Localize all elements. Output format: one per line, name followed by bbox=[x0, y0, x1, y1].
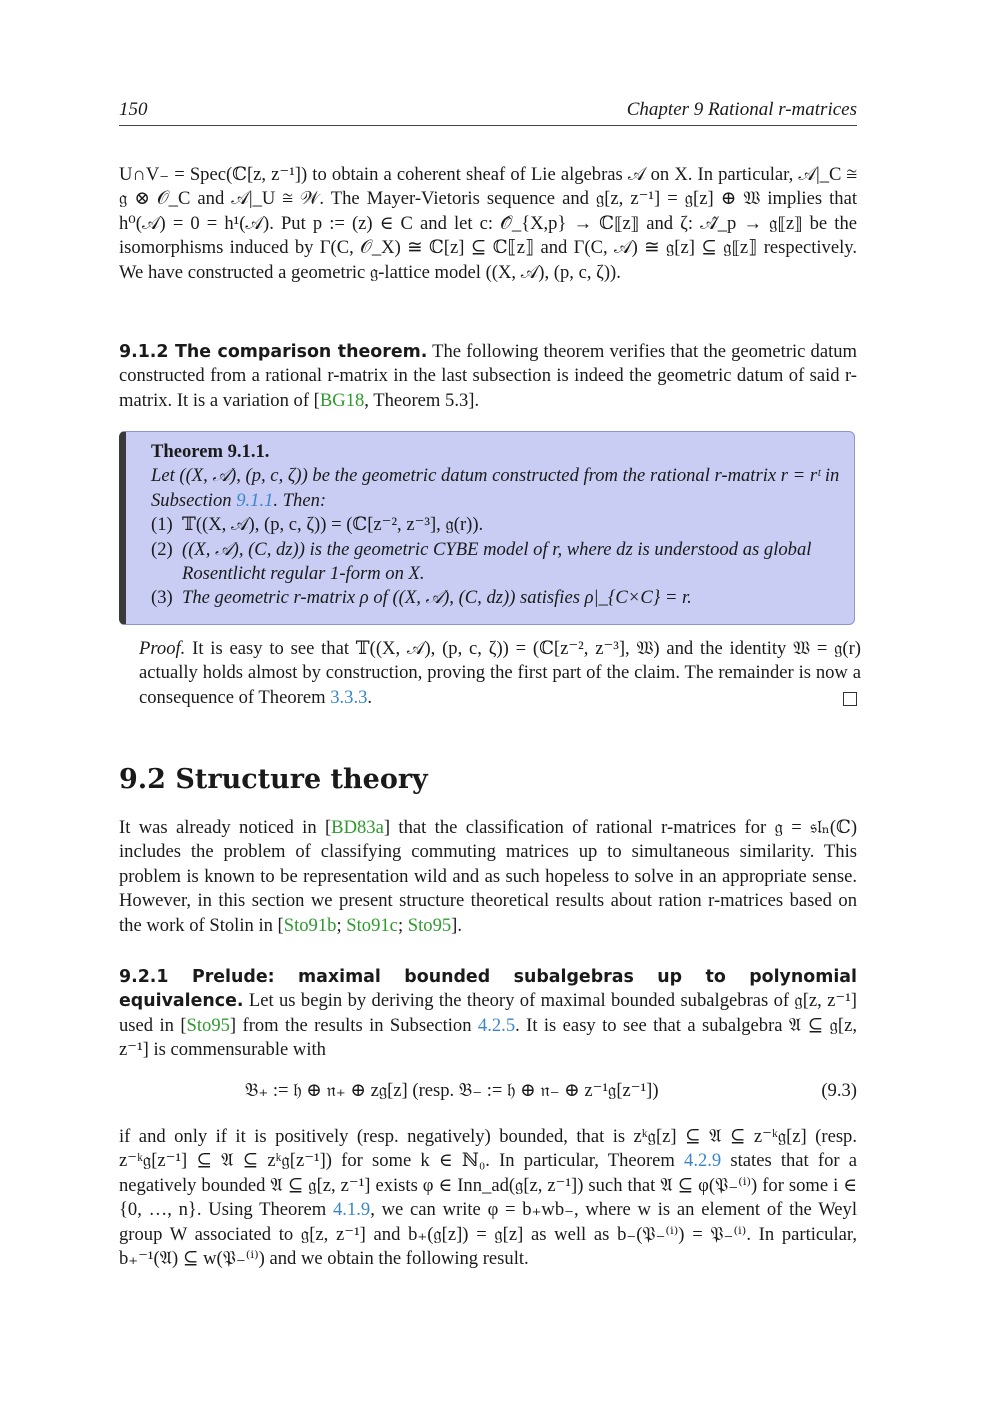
qed-square-icon bbox=[843, 692, 857, 706]
theorem-statement bbox=[151, 464, 841, 513]
reference-link[interactable]: 4.1.9 bbox=[333, 1199, 371, 1221]
paragraph-text: if and only if it is positively (resp. negatively) bounded, that is zᵏ𝔤[z] ⊆ 𝔄 ⊆ z⁻ᵏ𝔤[z] (resp. z⁻ᵏ𝔤[z⁻¹] ⊆ 𝔄 ⊆ zᵏ𝔤[z⁻¹]) for some k ∈ ℕ₀. In particular, Theorem bbox=[119, 1126, 857, 1172]
theorem-statement-text: Let ((X, 𝒜), (p, c, ζ)) be the geometric datum constructed from the rational r-matrix r = rᵗ in Subsection bbox=[151, 465, 840, 511]
proof-block bbox=[139, 637, 861, 710]
subsection-text: , Theorem 5.3]. bbox=[364, 389, 480, 411]
citation-link[interactable]: BD83a bbox=[331, 817, 384, 838]
paragraph-text: states that for a negatively bounded 𝔄 ⊆ 𝔤[z, z⁻¹] exists φ ∈ Inn_ad(𝔤[z, z⁻¹]) such that 𝔄 ⊆ φ(𝔓₋⁽ⁱ⁾) for some i ∈ {0, …, n}. Using Theorem bbox=[119, 1150, 857, 1221]
paragraph-text: , we can write φ = b₊wb₋, where w is an element of the Weyl group W associated to 𝔤[z, z⁻¹] and b₊(𝔤[z]) = 𝔤[z] as well as b₋(𝔓₋⁽ⁱ⁾) = 𝔓₋⁽ⁱ⁾. In particular, b₊⁻¹(𝔄) ⊆ w(𝔓₋⁽ⁱ⁾) and we obtain the following result. bbox=[119, 1199, 857, 1270]
subsection-9-1-2 bbox=[119, 340, 857, 413]
paragraph-text: . It is easy to see that a subalgebra 𝔄 ⊆ 𝔤[z, z⁻¹] is commensurable with bbox=[119, 1014, 857, 1061]
section-intro-paragraph bbox=[119, 816, 857, 938]
reference-link[interactable]: 3.3.3 bbox=[330, 686, 368, 708]
chapter-title: Chapter 9 Rational r-matrices bbox=[626, 99, 857, 120]
theorem-item bbox=[151, 538, 841, 587]
subsection-heading: 9.2.1 Prelude: maximal bounded subalgebras up to polynomial equivalence. bbox=[119, 967, 857, 1012]
citation-link[interactable]: Sto95 bbox=[407, 914, 452, 936]
paragraph-text: ] from the results in Subsection bbox=[229, 1014, 478, 1036]
item-label: (1) bbox=[151, 514, 173, 536]
proof-label: Proof. bbox=[139, 638, 186, 659]
reference-link[interactable]: 4.2.5 bbox=[477, 1014, 516, 1036]
theorem-item bbox=[151, 586, 841, 610]
paragraph-text: ] that the classification of rational r-matrices for 𝔤 = 𝔰𝔩ₙ(ℂ) includes the problem of classifying commuting matrices up to simultaneous similarity. This problem is known to be representation wild and as such hopeless to solve in an appropriate sense. However, in this section we present structure theoretical results about ration r-matrices based on the work of Stolin in [ bbox=[119, 817, 858, 936]
equation-number: (9.3) bbox=[821, 1080, 857, 1101]
citation-link[interactable]: Sto91b bbox=[283, 914, 337, 936]
final-paragraph bbox=[119, 1125, 857, 1271]
subsection-heading: 9.1.2 The comparison theorem. bbox=[119, 342, 428, 362]
paragraph-text: ; bbox=[397, 914, 408, 936]
equation-body: 𝔅₊ := 𝔥 ⊕ 𝔫₊ ⊕ z𝔤[z] (resp. 𝔅₋ := 𝔥 ⊕ 𝔫₋ ⊕ z⁻¹𝔤[z⁻¹]) bbox=[245, 1080, 659, 1101]
running-header bbox=[119, 99, 857, 126]
reference-link[interactable]: 9.1.1 bbox=[236, 489, 274, 511]
theorem-title: Theorem 9.1.1. bbox=[151, 441, 270, 462]
item-text: 𝕋((X, 𝒜), (p, c, ζ)) = (ℂ[z⁻², z⁻³], 𝔤(r)). bbox=[182, 514, 484, 536]
subsection-9-2-1 bbox=[119, 965, 857, 1063]
proof-text: It is easy to see that 𝕋((X, 𝒜), (p, c, ζ)) = (ℂ[z⁻², z⁻³], 𝔚) and the identity 𝔚 = 𝔤(r) actually holds almost by construction, proving the first part of the claim. The remainder is now a consequence of Theorem bbox=[139, 638, 861, 708]
item-label: (3) bbox=[151, 587, 173, 609]
paragraph-text: ; bbox=[336, 914, 347, 936]
paragraph-text: It was already noticed in [ bbox=[119, 817, 332, 838]
item-text: The geometric r-matrix ρ of ((X, 𝒜), (C, dz)) satisfies ρ|_{C×C} = r. bbox=[182, 587, 692, 609]
intro-paragraph: U∩V₋ = Spec(ℂ[z, z⁻¹]) to obtain a coherent sheaf of Lie algebras 𝒜 on X. In particular, 𝒜|_C ≅ 𝔤 ⊗ 𝒪_C and 𝒜|_U ≅ 𝒲. The Mayer-Vietoris sequence and 𝔤[z, z⁻¹] = 𝔤[z] ⊕ 𝔚 implies that h⁰(𝒜) = 0 = h¹(𝒜). Put p := (z) ∈ C and let c: 𝒪̂_{X,p} → ℂ⟦z⟧ and ζ: 𝒜̂_p → 𝔤⟦z⟧ be the isomorphisms induced by Γ(C, 𝒪_X) ≅ ℂ[z] ⊆ ℂ⟦z⟧ and Γ(C, 𝒜) ≅ 𝔤[z] ⊆ 𝔤⟦z⟧ respectively. We have constructed a geometric 𝔤-lattice model ((X, 𝒜), (p, c, ζ)). bbox=[119, 164, 857, 283]
theorem-statement-text: . Then: bbox=[273, 489, 327, 511]
item-text: ((X, 𝒜), (C, dz)) is the geometric CYBE model of r, where dz is understood as global Rosentlicht regular 1-form on X. bbox=[182, 538, 812, 585]
page-number: 150 bbox=[119, 99, 148, 120]
item-label: (2) bbox=[151, 538, 173, 560]
section-heading: 9.2 Structure theory bbox=[119, 764, 428, 795]
theorem-content bbox=[151, 440, 841, 611]
theorem-item bbox=[151, 513, 841, 537]
paragraph-text: Let us begin by deriving the theory of maximal bounded subalgebras of 𝔤[z, z⁻¹] used in [ bbox=[119, 990, 857, 1036]
citation-link[interactable]: Sto95 bbox=[186, 1014, 230, 1036]
subsection-text: The following theorem verifies that the geometric datum constructed from a rational r-matrix in the last subsection is indeed the geometric datum of said r-matrix. It is a variation of [ bbox=[119, 341, 857, 411]
citation-link[interactable]: Sto91c bbox=[346, 914, 398, 936]
proof-text: . bbox=[367, 686, 373, 708]
paragraph-text: ]. bbox=[451, 914, 463, 936]
theorem-box bbox=[119, 431, 855, 625]
citation-link[interactable]: BG18 bbox=[319, 389, 365, 411]
reference-link[interactable]: 4.2.9 bbox=[684, 1150, 722, 1172]
